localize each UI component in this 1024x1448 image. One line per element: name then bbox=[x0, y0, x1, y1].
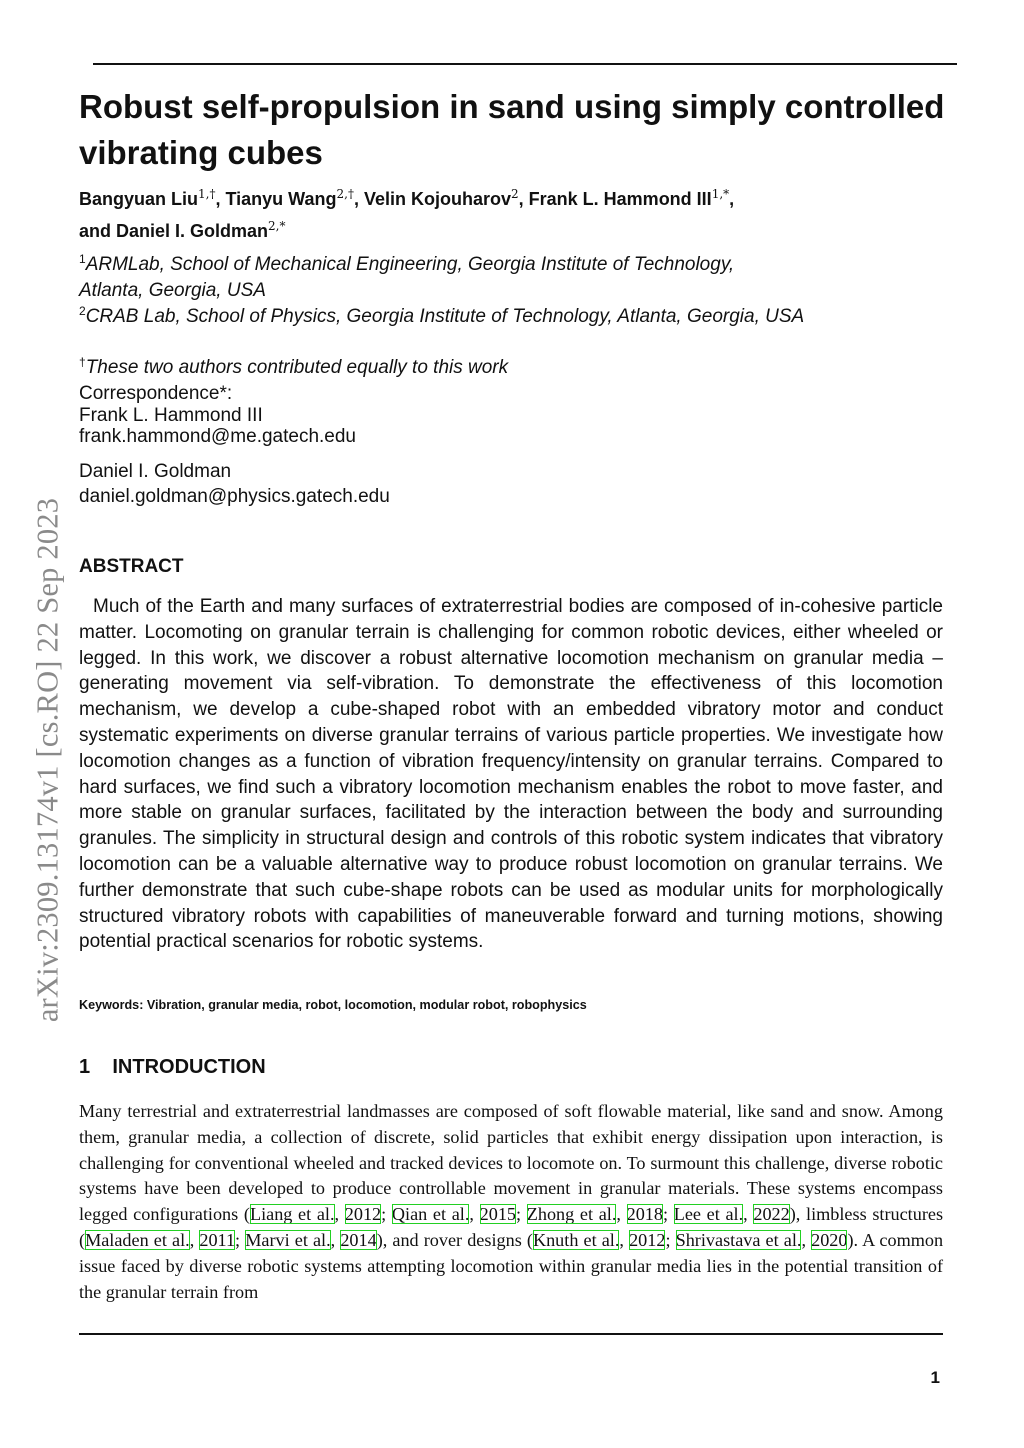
abstract-text: Much of the Earth and many surfaces of extraterrestrial bodies are composed of in-cohesive particle matter. Locomoting on granular terrain is challenging for common robotic devices, either wheeled or legged. In this work, we discover a robust alternative locomotion mechanism on granular media – generating movement via self-vibration. To demonstrate the effectiveness of this locomotion mechanism, we develop a cube-shaped robot with an embedded vibratory motor and conduct systematic experiments on diverse granular terrains of various particle properties. We investigate how locomotion changes as a function of vibration frequency/intensity on granular terrains. Compared to hard surfaces, we find such a vibratory locomotion mechanism enables the robot to move faster, and more stable on granular surfaces, facilitated by the interaction between the body and surrounding granules. The simplicity in structural design and controls of this robotic system indicates that vibratory locomotion can be a valuable alternative way to produce robust locomotion on granular terrains. We further demonstrate that such cube-shape robots can be used as modular units for morphologically structured vibratory robots with capabilities of maneuverable forward and turning motions, showing potential practical scenarios for robotic systems. bbox=[79, 596, 943, 953]
bottom-rule bbox=[79, 1333, 943, 1335]
citation-year-link[interactable]: 2011 bbox=[199, 1229, 236, 1250]
introduction-paragraph: Many terrestrial and extraterrestrial landmasses are composed of soft flowable material, like sand and snow. Among them, granular media, a collection of discrete, solid particles that exhibit energy dissipation upon interaction, is challenging for conventional wheeled and tracked devices to locomote on. To surmount this challenge, diverse robotic systems have been developed to produce controllable movement in granular materials. These systems encompass legged configurations (Liang et al., 2012; Qian et al., 2015; Zhong et al., 2018; Lee et al., 2022), limbless structures (Maladen et al., 2011; Marvi et al., 2014), and rover designs (Knuth et al., 2012; Shrivastava et al., 2020). A common issue faced by diverse robotic systems attempting locomotion within granular media lies in the potential transition of the granular terrain from bbox=[79, 1101, 944, 1302]
correspondence-block bbox=[79, 383, 356, 448]
citation-year-link[interactable]: 2020 bbox=[811, 1229, 848, 1250]
citation-year-link[interactable]: 2012 bbox=[629, 1229, 666, 1250]
affiliation-marker: 2 bbox=[79, 304, 86, 318]
author-separator: , bbox=[729, 189, 735, 209]
citation-link[interactable]: Lee et al. bbox=[673, 1204, 744, 1225]
citation-link[interactable]: Shrivastava et al. bbox=[675, 1229, 802, 1250]
citation-separator: ; bbox=[235, 1229, 246, 1250]
correspondence-email[interactable]: daniel.goldman@physics.gatech.edu bbox=[79, 486, 390, 507]
author-affiliation-marker: 2 bbox=[511, 187, 519, 201]
author-separator: , bbox=[215, 189, 226, 209]
affiliation-text: ARMLab, School of Mechanical Engineering, Georgia Institute of Technology, Atlanta, Georgia, USA bbox=[79, 254, 735, 301]
author-separator: , bbox=[518, 189, 529, 209]
keywords: Keywords: Vibration, granular media, robot, locomotion, modular robot, robophysics bbox=[79, 998, 587, 1012]
affiliation-3 bbox=[79, 350, 959, 381]
citation-separator: ; bbox=[381, 1204, 392, 1225]
citation-separator: ; bbox=[516, 1204, 527, 1225]
citation-link[interactable]: Zhong et al. bbox=[526, 1204, 617, 1225]
citation-year-link[interactable]: 2018 bbox=[626, 1204, 663, 1225]
citation-separator: ; bbox=[665, 1229, 676, 1250]
author-list bbox=[79, 182, 959, 211]
author-separator: , bbox=[353, 189, 364, 209]
author-affiliation-marker: 2,† bbox=[336, 187, 354, 201]
affiliation-marker: † bbox=[79, 355, 86, 369]
arxiv-stamp: arXiv:2309.13174v1 [cs.RO] 22 Sep 2023 bbox=[30, 497, 65, 1023]
correspondence-email[interactable]: frank.hammond@me.gatech.edu bbox=[79, 426, 356, 447]
citation-link[interactable]: Qian et al. bbox=[391, 1204, 470, 1225]
abstract-heading: ABSTRACT bbox=[79, 556, 184, 577]
affiliation-text: CRAB Lab, School of Physics, Georgia Institute of Technology, Atlanta, Georgia, USA bbox=[85, 306, 805, 327]
author-name: Tianyu Wang bbox=[225, 189, 337, 209]
author-name: Velin Kojouharov bbox=[363, 189, 511, 209]
citation-year-link[interactable]: 2022 bbox=[753, 1204, 790, 1225]
citation-separator: ; bbox=[662, 1204, 674, 1225]
author-name: and Daniel I. Goldman bbox=[79, 221, 269, 241]
citation-link[interactable]: Liang et al. bbox=[249, 1204, 335, 1225]
affiliation-marker: 1 bbox=[79, 252, 86, 266]
author-affiliation-marker: 1,* bbox=[711, 187, 730, 201]
introduction-heading: 1 INTRODUCTION bbox=[79, 1056, 266, 1078]
citation-link[interactable]: Maladen et al. bbox=[85, 1229, 190, 1250]
intro-text-segment: ), limbless structures ( bbox=[79, 1204, 944, 1250]
author-list-line-2 bbox=[79, 214, 959, 243]
intro-text-segment: ). A common issue faced by diverse robotic systems attempting locomotion within granular media lies in the potential transition of the granular terrain from bbox=[79, 1229, 944, 1302]
citation-link[interactable]: Marvi et al. bbox=[245, 1229, 331, 1250]
author-affiliation-marker: 2,* bbox=[268, 219, 286, 233]
citation-year-link[interactable]: 2014 bbox=[340, 1229, 377, 1250]
correspondence-name: Frank L. Hammond III bbox=[79, 404, 263, 426]
author-name: Frank L. Hammond III bbox=[528, 189, 712, 209]
affiliation-2 bbox=[79, 299, 824, 330]
citation-year-link[interactable]: 2012 bbox=[344, 1204, 382, 1225]
paper-title: Robust self-propulsion in sand using simply controlled vibrating cubes bbox=[79, 88, 945, 171]
author-affiliation-marker: 1,† bbox=[198, 187, 216, 201]
intro-text-segment: Many terrestrial and extraterrestrial landmasses are composed of soft flowable material, like sand and snow. Among them, granular media, a collection of discrete, solid particles that exhibit energy dissipation upon interaction, is challenging for conventional wheeled and tracked devices to locomote on. To surmount this challenge, diverse robotic systems have been developed to produce controllable movement in granular materials. These systems encompass legged configurations ( bbox=[79, 1101, 943, 1225]
citation-link[interactable]: Knuth et al. bbox=[532, 1229, 620, 1250]
correspondence-block-2 bbox=[79, 459, 390, 509]
author-name: Bangyuan Liu bbox=[79, 189, 199, 209]
correspondence-label: Correspondence*: bbox=[79, 383, 233, 404]
citation-year-link[interactable]: 2015 bbox=[479, 1204, 516, 1225]
correspondence-name: Daniel I. Goldman bbox=[79, 461, 232, 482]
top-rule bbox=[93, 63, 957, 65]
intro-text-segment: ), and rover designs ( bbox=[376, 1229, 533, 1250]
page-number: 1 bbox=[930, 1368, 940, 1387]
affiliation-1 bbox=[79, 247, 799, 303]
affiliation-text: These two authors contributed equally to this work bbox=[85, 357, 509, 378]
